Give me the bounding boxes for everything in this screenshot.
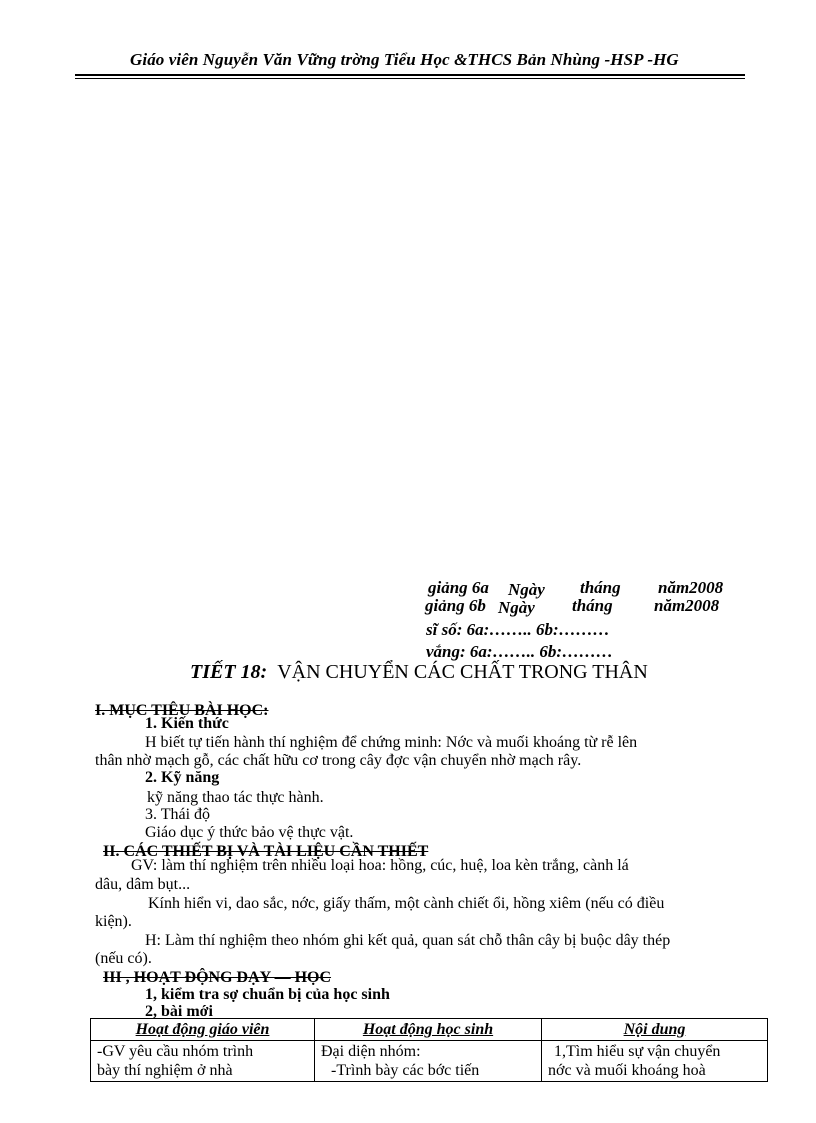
table-header-row [91,1019,768,1041]
lesson-title-text: VẬN CHUYỂN CÁC CHẤT TRONG THÂN [277,661,648,683]
lesson-plan-table [90,1018,768,1082]
student-prep-line2: (nếu có). [95,950,152,967]
tools-line1: Kính hiển vi, dao sắc, nớc, giấy thấm, một cành chiết ổi, hồng xiêm (nếu có điều [148,895,665,912]
attitude-heading: 3. Thái độ [145,806,211,823]
schedule-6b-month: tháng [572,596,613,615]
tools-line2: kiện). [95,913,132,930]
content-line2: nớc và muối khoáng hoà [548,1062,706,1079]
column-header-content: Nội dung [542,1019,768,1041]
lesson-number: TIẾT 18: [190,661,268,683]
section-2-heading: II. CÁC THIẾT BỊ VÀ TÀI LIỆU CẦN THIẾT [103,843,429,860]
section-1-heading: I. MỤC TIÊU BÀI HỌC: [95,702,269,719]
knowledge-text-line2: thân nhờ mạch gỗ, các chất hữu cơ trong cây đợc vận chuyển nhờ mạch rây. [95,752,582,769]
content-line1: 1,Tìm hiểu sự vận chuyển [554,1043,721,1060]
schedule-6a-month: tháng [580,578,621,597]
gv-materials-line2: dâu, dâm bụt... [95,876,191,893]
student-prep-line1: H: Làm thí nghiệm theo nhóm ghi kết quả, quan sát chỗ thân cây bị buộc dây thép [145,932,671,949]
schedule-6a-label: giảng 6a [428,578,489,597]
teacher-activity-line1: -GV yêu cầu nhóm trình [97,1043,254,1060]
teacher-activity-line2: bày thí nghiệm ở nhà [97,1062,233,1079]
schedule-6b-year: năm2008 [654,596,720,615]
section-3-heading: III , HOẠT ĐỘNG DẠY — HỌC [103,969,332,986]
content-cell [542,1041,768,1082]
schedule-6a-year: năm2008 [658,578,724,597]
skill-heading: 2. Kỹ năng [145,769,220,786]
student-activity-line1: Đại diện nhóm: [321,1043,421,1060]
knowledge-text-line1: H biết tự tiến hành thí nghiệm để chứng minh: Nớc và muối khoáng từ rễ lên [145,734,638,751]
table-row [91,1041,768,1082]
schedule-6b-label: giảng 6b [425,596,486,615]
lesson-title [190,661,648,684]
student-activity-line2: -Trình bày các bớc tiến [331,1062,480,1079]
knowledge-heading: 1. Kiến thức [145,715,229,732]
teacher-activity-cell [91,1041,315,1082]
step-2-new-lesson: 2, bài mới [145,1003,213,1020]
attitude-text: Giáo dục ý thức bảo vệ thực vật. [145,824,354,841]
skill-text: kỹ năng thao tác thực hành. [147,789,324,806]
schedule-6b-day: Ngày [498,598,535,617]
schedule-6a-day: Ngày [508,580,545,599]
absence-count: vắng: 6a:…….. 6b:……… [426,642,613,661]
header-rule-thick [75,74,745,76]
page-header: Giáo viên Nguyễn Văn Vững trờng Tiểu Học &THCS Bản Nhùng -HSP -HG [130,50,679,69]
header-rule-thin [75,78,745,79]
step-1-check: 1, kiểm tra sợ chuẩn bị của học sinh [145,986,390,1003]
student-activity-cell [315,1041,542,1082]
column-header-student: Hoạt động học sinh [315,1019,542,1041]
gv-materials-line1: GV: làm thí nghiệm trên nhiều loại hoa: hồng, cúc, huệ, loa kèn trắng, cành lá [131,857,629,874]
column-header-teacher: Hoạt động giáo viên [91,1019,315,1041]
attendance-count: sĩ số: 6a:…….. 6b:……… [426,620,610,639]
